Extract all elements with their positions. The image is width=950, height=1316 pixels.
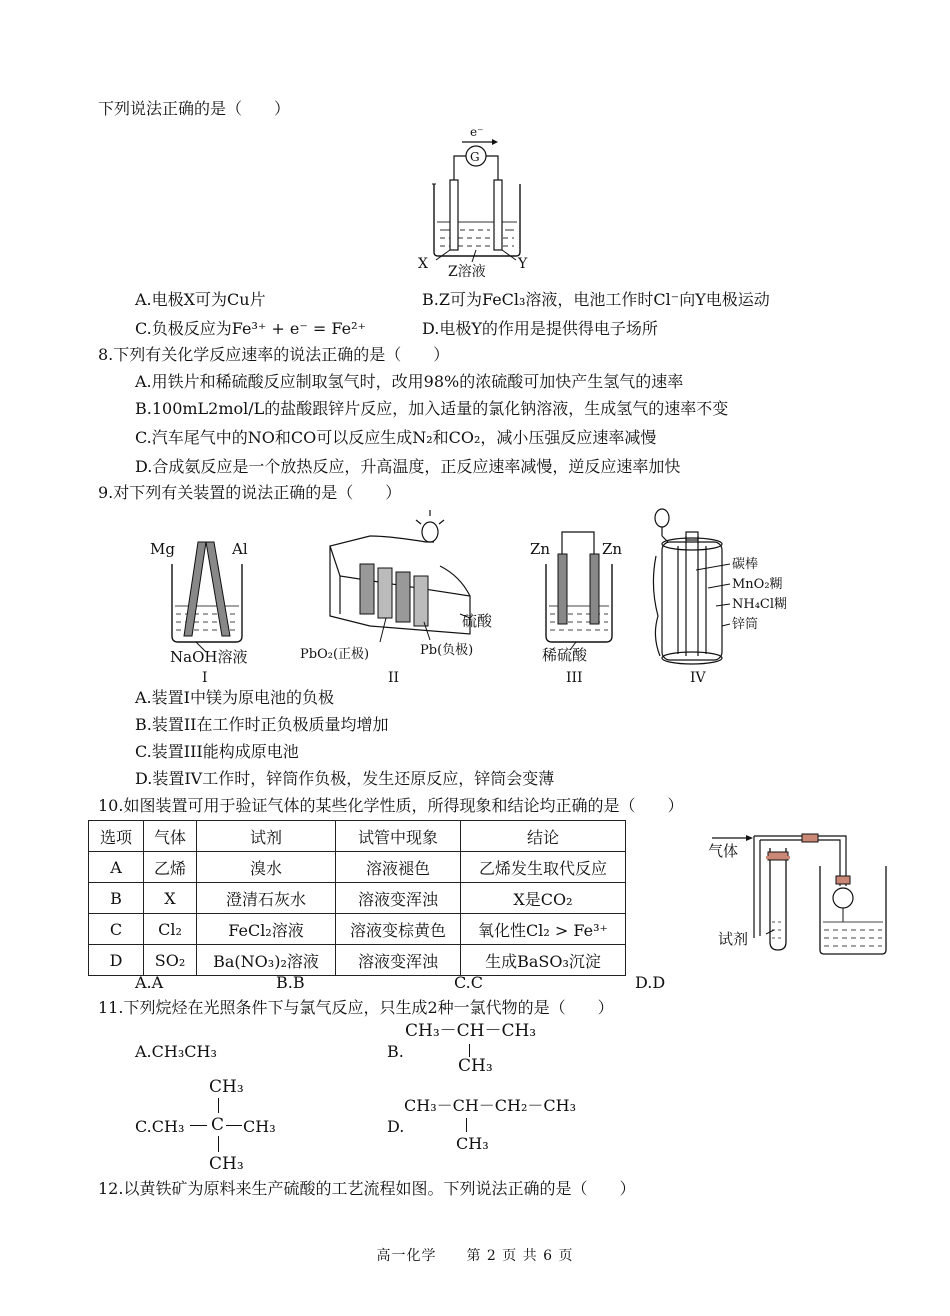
q7-option-b: B.Z可为FeCl₃溶液，电池工作时Cl⁻向Y电极运动 <box>422 290 770 309</box>
svg-text:硫酸: 硫酸 <box>462 612 493 630</box>
q11-option-d-main-chain: CH₃－CH－CH₂－CH₃ <box>404 1096 577 1115</box>
table-cell: B <box>89 883 144 914</box>
electron-label: e⁻ <box>470 125 484 139</box>
table-cell: Ba(NO₃)₂溶液 <box>197 945 336 976</box>
table-row <box>89 852 626 883</box>
q11-c-bond-left <box>190 1125 207 1126</box>
q11-stem: 11.下列烷烃在光照条件下与氯气反应，只生成2种一氯代物的是（ ） <box>98 998 614 1017</box>
q11-option-b-branch: CH₃ <box>458 1056 493 1076</box>
q9-option-b: B.装置II在工作时正负极质量均增加 <box>135 715 389 734</box>
table-cell: X是CO₂ <box>461 883 626 914</box>
table-cell: 乙烯发生取代反应 <box>461 852 626 883</box>
table-header: 试剂 <box>197 821 336 852</box>
svg-text:Zn: Zn <box>530 540 551 558</box>
q8-option-c: C.汽车尾气中的NO和CO可以反应生成N₂和CO₂，减小压强反应速率减慢 <box>135 428 657 447</box>
table-cell: 乙烯 <box>144 852 197 883</box>
table-row <box>89 883 626 914</box>
q9-option-d: D.装置IV工作时，锌筒作负极，发生还原反应，锌筒会变薄 <box>135 769 555 788</box>
q9-option-a: A.装置I中镁为原电池的负极 <box>135 688 334 707</box>
svg-text:III: III <box>566 670 583 686</box>
galvanometer-label: G <box>470 150 480 164</box>
q7-option-c: C.负极反应为Fe³⁺ + e⁻ = Fe²⁺ <box>135 319 366 338</box>
table-header: 结论 <box>461 821 626 852</box>
q10-answer-d: D.D <box>635 973 666 992</box>
table-cell: 溶液变棕黄色 <box>336 914 461 945</box>
svg-text:NH₄Cl糊: NH₄Cl糊 <box>732 597 788 612</box>
q9-stem: 9.对下列有关装置的说法正确的是（ ） <box>98 483 402 502</box>
q9-apparatus-figure <box>140 506 820 686</box>
svg-text:Zn: Zn <box>602 540 623 558</box>
q11-option-c-top: CH₃ <box>209 1077 244 1097</box>
svg-text:MnO₂糊: MnO₂糊 <box>732 577 783 592</box>
q11-option-c-center: C <box>211 1115 225 1135</box>
device-i-mg-al-cell <box>150 540 248 686</box>
q11-c-bond-top <box>218 1098 219 1113</box>
table-cell: C <box>89 914 144 945</box>
svg-text:气体: 气体 <box>708 842 739 860</box>
q8-stem: 8.下列有关化学反应速率的说法正确的是（ ） <box>98 345 450 364</box>
table-cell: Cl₂ <box>144 914 197 945</box>
svg-text:稀硫酸: 稀硫酸 <box>542 646 588 664</box>
svg-text:NaOH溶液: NaOH溶液 <box>170 648 248 666</box>
device-iv-dry-cell <box>653 509 787 686</box>
q11-option-d-label: D. <box>387 1117 405 1136</box>
table-row <box>89 945 626 976</box>
q11-option-c-label: C.CH₃ <box>135 1117 185 1136</box>
table-header: 选项 <box>89 821 144 852</box>
svg-text:Pb(负极): Pb(负极) <box>420 643 474 658</box>
q8-option-d: D.合成氨反应是一个放热反应，升高温度，正反应速率减慢，逆反应速率加快 <box>135 457 681 476</box>
table-header-row <box>89 821 626 852</box>
table-cell: 溴水 <box>197 852 336 883</box>
svg-text:碳棒: 碳棒 <box>732 557 759 572</box>
table-cell: 溶液变浑浊 <box>336 945 461 976</box>
q9-option-c: C.装置III能构成原电池 <box>135 742 299 761</box>
table-cell: 溶液褪色 <box>336 852 461 883</box>
table-cell: D <box>89 945 144 976</box>
electrode-x-label: X <box>418 256 428 272</box>
svg-text:IV: IV <box>690 670 706 686</box>
table-cell: A <box>89 852 144 883</box>
gas-test-apparatus <box>706 826 896 962</box>
table-header: 试管中现象 <box>336 821 461 852</box>
q11-d-bond <box>466 1118 467 1132</box>
q11-c-bond-right <box>226 1125 242 1126</box>
q10-answer-b: B.B <box>276 973 305 992</box>
q11-option-b-label: B. <box>387 1042 404 1061</box>
table-header: 气体 <box>144 821 197 852</box>
svg-text:II: II <box>388 670 400 686</box>
q11-option-c-bottom: CH₃ <box>209 1154 244 1174</box>
svg-text:Mg: Mg <box>150 540 175 558</box>
q11-option-b-main-chain: CH₃－CH－CH₃ <box>405 1021 537 1041</box>
device-ii-lead-acid-battery <box>300 510 493 686</box>
q11-option-c-right: CH₃ <box>243 1117 276 1136</box>
table-cell: 氧化性Cl₂ > Fe³⁺ <box>461 914 626 945</box>
q7-option-d: D.电极Y的作用是提供得电子场所 <box>422 319 658 338</box>
svg-text:Al: Al <box>232 540 248 558</box>
q11-option-a: A.CH₃CH₃ <box>135 1042 217 1061</box>
q12-stem: 12.以黄铁矿为原料来生产硫酸的工艺流程如图。下列说法正确的是（ ） <box>98 1179 636 1198</box>
q11-c-bond-bottom <box>218 1136 219 1152</box>
q10-stem: 10.如图装置可用于验证气体的某些化学性质，所得现象和结论均正确的是（ ） <box>98 796 684 815</box>
svg-text:PbO₂(正极): PbO₂(正极) <box>300 647 370 662</box>
table-cell: X <box>144 883 197 914</box>
svg-text:I: I <box>202 670 208 686</box>
solution-z-label: Z溶液 <box>448 264 486 280</box>
q7-stem: 下列说法正确的是（ ） <box>98 99 291 118</box>
q10-answer-c: C.C <box>454 973 483 992</box>
electrode-y-label: Y <box>518 256 528 272</box>
page-footer: 高一化学 第 2 页 共 6 页 <box>376 1248 574 1264</box>
table-cell: SO₂ <box>144 945 197 976</box>
table-cell: 生成BaSO₃沉淀 <box>461 945 626 976</box>
galvanic-cell-diagram <box>410 122 550 282</box>
q7-option-a: A.电极X可为Cu片 <box>135 290 266 309</box>
svg-text:试剂: 试剂 <box>718 930 749 948</box>
table-cell: 溶液变浑浊 <box>336 883 461 914</box>
device-iii-zn-zn-cell <box>530 532 622 686</box>
q10-table <box>88 820 626 976</box>
table-row <box>89 914 626 945</box>
q11-option-d-branch: CH₃ <box>456 1134 489 1153</box>
svg-text:锌筒: 锌筒 <box>732 617 759 632</box>
q8-option-b: B.100mL2mol/L的盐酸跟锌片反应，加入适量的氯化钠溶液，生成氢气的速率不变 <box>135 399 729 418</box>
table-cell: FeCl₂溶液 <box>197 914 336 945</box>
q10-answer-a: A.A <box>135 973 164 992</box>
q8-option-a: A.用铁片和稀硫酸反应制取氢气时，改用98%的浓硫酸可加快产生氢气的速率 <box>135 372 684 391</box>
table-cell: 澄清石灰水 <box>197 883 336 914</box>
